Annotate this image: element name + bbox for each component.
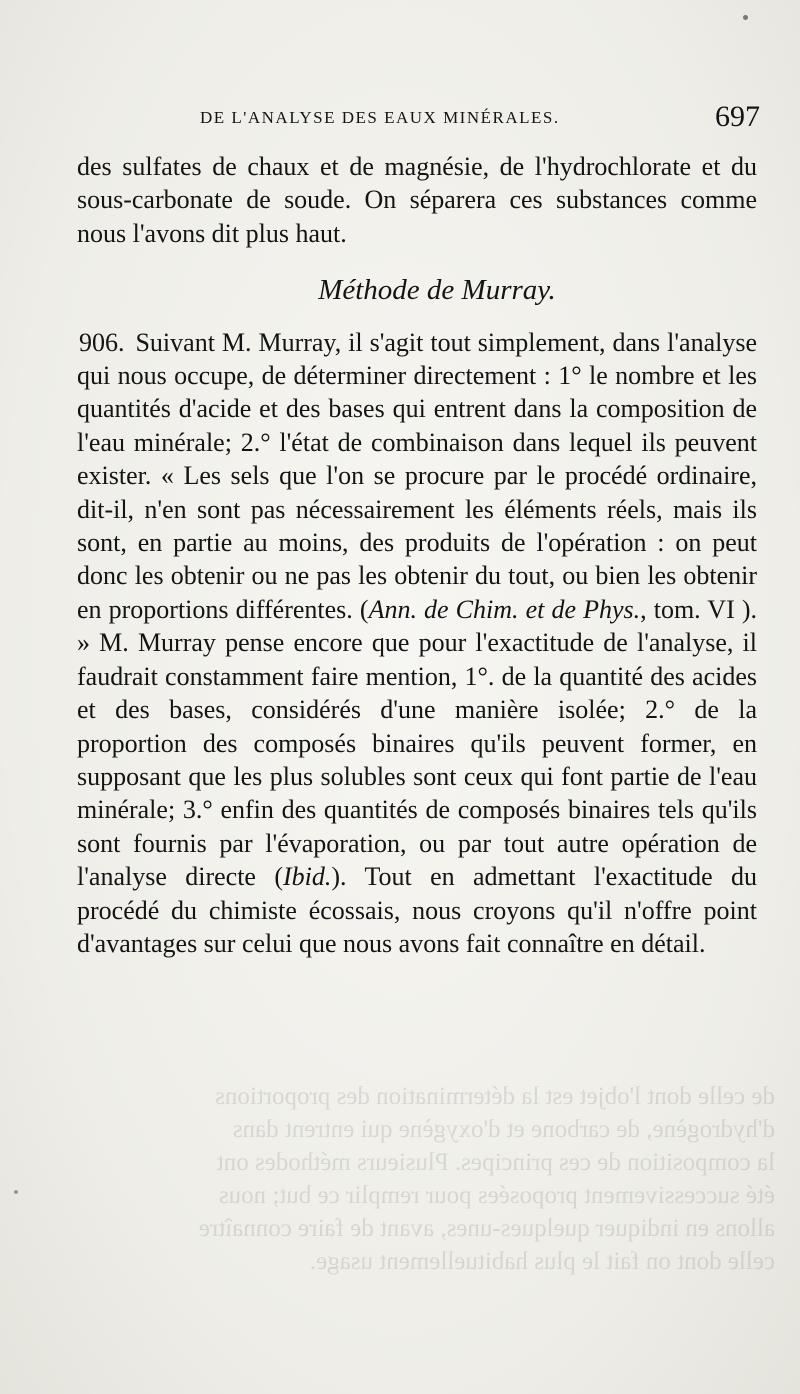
paragraph-text-part-1: Suivant M. Murray, il s'agit tout simplement, dans l'analyse qui nous occupe, de déterminer directement : 1° le nombre et les quantités d'acide et des bases qui entrent dans la composition de l'eau minérale; 2.° l'état de combinaison dans lequel ils peuvent exister. « Les sels que l'on se procure par le procédé ordinaire, dit-il, n'en sont pas nécessairement les éléments réels, mais ils sont, en partie au moins, des produits de l'opération : on peut donc les obtenir ou ne pas les obtenir du tout, ou bien les obtenir en proportions différentes. ( xyxy=(77,327,758,624)
citation-ibid: Ibid. xyxy=(283,862,332,892)
running-header xyxy=(200,100,760,140)
paper-speck xyxy=(743,15,748,20)
paragraph-text-part-2: , tom. VI ). » M. Murray pense encore que pour l'exactitude de l'analyse, il faudrait constamment faire mention, 1°. de la quantité des acides et des bases, considérés d'une manière isolée; 2.° de la proportion des composés binaires qu'ils peuvent former, en supposant que les plus solubles sont ceux qui font partie de l'eau minérale; 3.° enfin des quantités de composés binaires tels qu'ils sont fournis par l'évaporation, ou par tout autre opération de l'analyse directe ( xyxy=(77,594,757,892)
paragraph-906 xyxy=(77,326,757,961)
running-title: DE L'ANALYSE DES EAUX MINÉRALES. xyxy=(200,108,560,127)
paragraph-text-part-3: ). Tout en admettant l'exactitude du procédé du chimiste écossais, nous croyons qu'il n'offre point d'avantages sur celui que nous avons fait connaître en détail. xyxy=(77,862,757,958)
page-body xyxy=(77,150,757,960)
bleed-through-text: de celle dont l'objet est la détermination des proportions d'hydrogène, de carbone et d'oxygène qui entrent dans la composition de ces principes. Plusieurs méthodes ont été successivement proposées pour remplir ce but; nous allons en indiquer quelques-unes, avant de faire connaître celle dont on fait le plus habituellement usage. xyxy=(198,1083,775,1275)
continuation-paragraph: des sulfates de chaux et de magnésie, de l'hydrochlorate et du sous-carbonate de soude. On séparera ces substances comme nous l'avons dit plus haut. xyxy=(77,152,757,248)
paragraph-number: 906. xyxy=(79,327,125,357)
citation-annales: Ann. de Chim. et de Phys. xyxy=(368,594,641,624)
section-title: Méthode de Murray. xyxy=(318,274,556,307)
page-number: 697 xyxy=(715,100,760,133)
paper-speck xyxy=(14,1190,18,1194)
